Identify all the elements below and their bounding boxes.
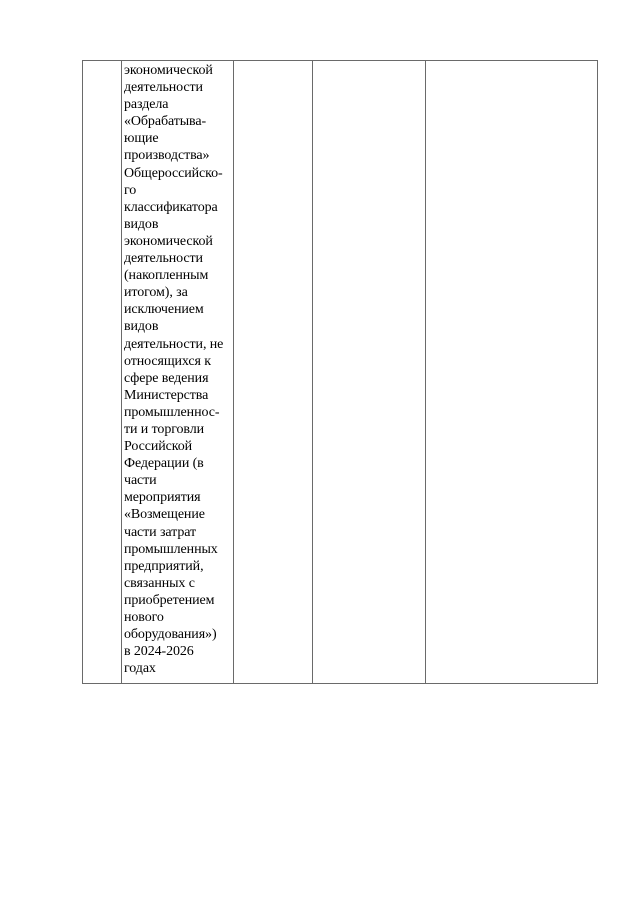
text-line: деятельности (124, 251, 203, 267)
text-line: деятельности, не (124, 336, 224, 352)
table-cell-empty-3 (234, 61, 313, 684)
text-line: исключением (124, 302, 204, 318)
text-line: экономической (124, 233, 213, 249)
text-line: видов (124, 216, 159, 232)
table-row (83, 61, 598, 684)
text-line: видов (124, 319, 159, 335)
text-line: промышленных (124, 541, 218, 557)
text-line: ющие (124, 131, 159, 147)
document-table (82, 60, 598, 684)
table-cell-indicator (122, 61, 234, 684)
text-line: годах (124, 661, 156, 677)
table-cell-empty-4 (313, 61, 426, 684)
text-line: относящихся к (124, 353, 211, 369)
text-line: в 2024-2026 (124, 644, 194, 660)
text-line: го (124, 182, 137, 198)
text-line: Федерации (в (124, 456, 204, 472)
text-line: «Обрабатыва- (124, 114, 207, 130)
text-line: (накопленным (124, 268, 209, 284)
text-line: нового (124, 610, 164, 625)
text-line: части затрат (124, 524, 197, 540)
text-line: предприятий, (124, 558, 204, 574)
text-line: классификатора (124, 199, 218, 215)
text-line: промышленнос- (124, 404, 220, 420)
text-line: производства» (124, 148, 210, 164)
text-line: приобретением (124, 592, 215, 608)
text-line: оборудования») (124, 627, 217, 643)
table-cell-empty-5 (426, 61, 598, 684)
text-line: «Возмещение (124, 507, 205, 523)
text-line: сфере ведения (124, 370, 209, 386)
text-line: Министерства (124, 387, 209, 403)
text-line: раздела (124, 97, 169, 113)
text-line: части (124, 473, 157, 489)
indicator-text (124, 62, 231, 677)
text-line: Российской (124, 439, 192, 455)
table-cell-number (83, 61, 122, 684)
text-line: экономической (124, 63, 213, 78)
text-line: Общероссийско- (124, 165, 223, 181)
text-line: итогом), за (124, 285, 188, 301)
text-line: связанных с (124, 575, 195, 591)
text-line: мероприятия (124, 490, 201, 506)
text-line: ти и торговли (124, 421, 205, 437)
text-line: деятельности (124, 80, 203, 96)
